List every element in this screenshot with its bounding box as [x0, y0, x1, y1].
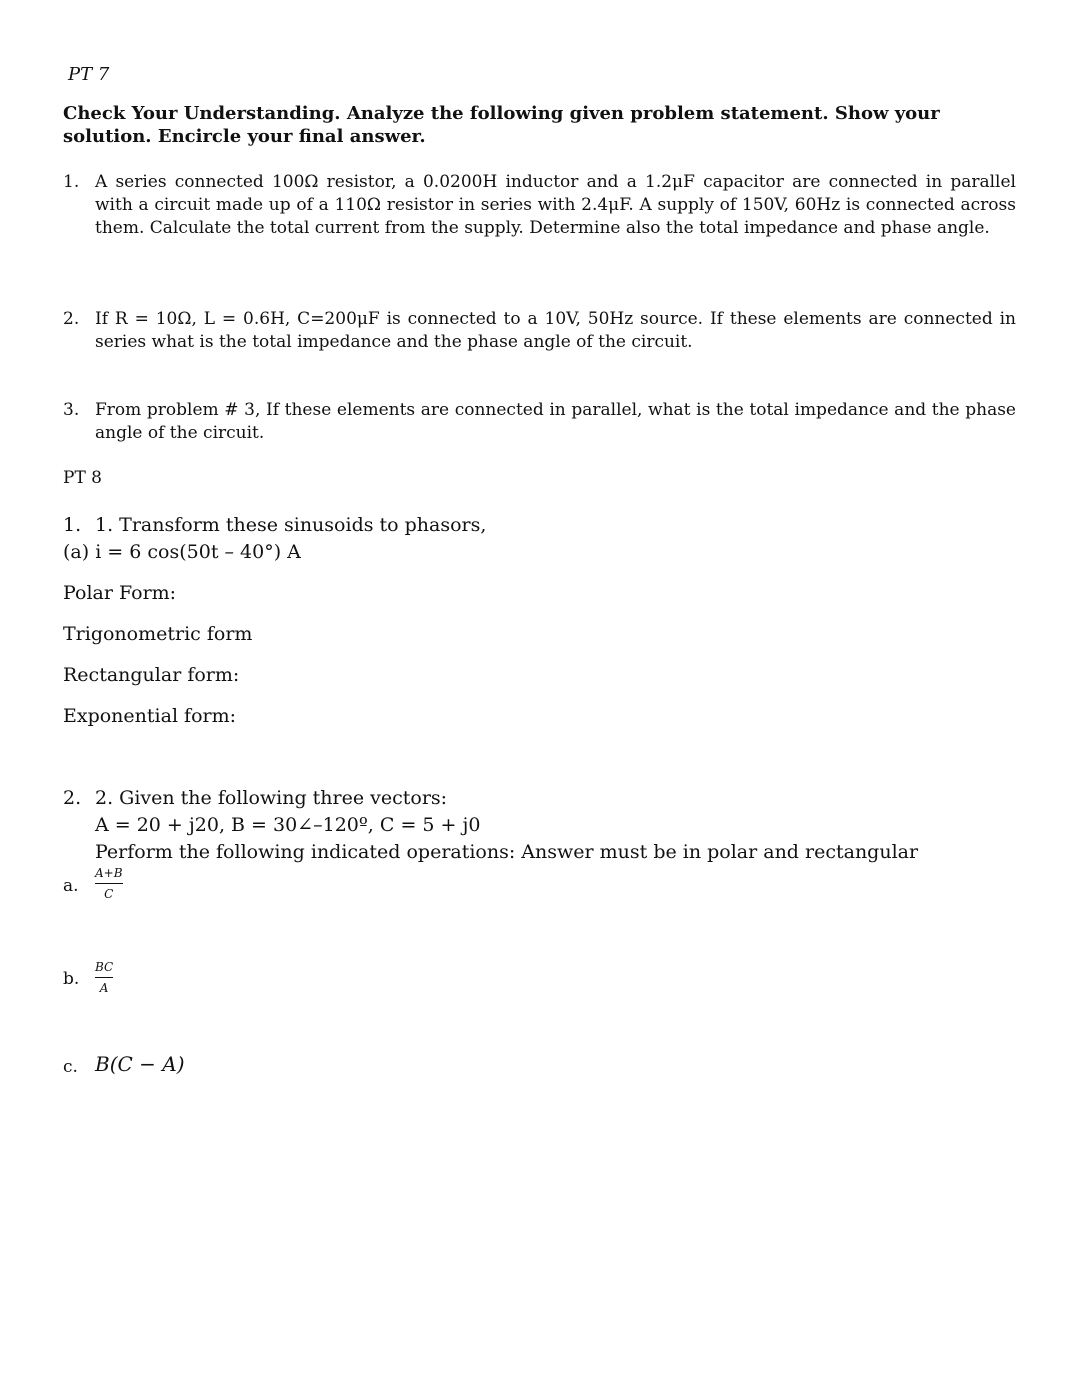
problem-2-text: If R = 10Ω, L = 0.6H, C=200μF is connected to a 10V, 50Hz source. If these elements are connected in series what is the total impedance and the phase angle of the circuit. — [95, 309, 1016, 352]
pt7-instructions: Check Your Understanding. Analyze the following given problem statement. Show your solution. Encircle your final answer. — [63, 103, 940, 147]
q2-number: 2. — [63, 787, 82, 809]
fraction-a-bar — [95, 883, 123, 884]
pt7-title: PT 7 — [68, 64, 110, 85]
q1-number: 1. — [63, 514, 82, 536]
q1-part-a: (a) i = 6 cos(50t – 40°) A — [63, 541, 301, 563]
polar-form-label: Polar Form: — [63, 582, 177, 604]
problem-3-number: 3. — [63, 400, 80, 420]
part-a-label: a. — [63, 876, 79, 896]
part-c-expression: B(C − A) — [95, 1052, 185, 1076]
part-b-label: b. — [63, 969, 80, 989]
part-c-label: c. — [63, 1057, 78, 1077]
fraction-a-numerator: A+B — [95, 866, 123, 880]
fraction-b-bar — [95, 977, 113, 978]
exponential-form-label: Exponential form: — [63, 705, 237, 727]
q2-heading: 2. Given the following three vectors: — [95, 787, 448, 809]
fraction-a — [95, 866, 123, 901]
rectangular-form-label: Rectangular form: — [63, 664, 240, 686]
q1-heading: 1. Transform these sinusoids to phasors, — [95, 514, 487, 536]
problem-2-number: 2. — [63, 309, 80, 329]
problem-3-text: From problem # 3, If these elements are connected in parallel, what is the total impedance and the phase angle of the circuit. — [95, 400, 1016, 443]
q2-instruction: Perform the following indicated operations: Answer must be in polar and rectangular — [95, 841, 919, 863]
q2-vectors: A = 20 + j20, B = 30∠–120º, C = 5 + j0 — [95, 814, 481, 836]
fraction-b-numerator: BC — [95, 960, 114, 974]
trigonometric-form-label: Trigonometric form — [63, 623, 253, 645]
fraction-a-denominator: C — [104, 887, 114, 901]
problem-1-number: 1. — [63, 172, 80, 192]
problem-1-text: A series connected 100Ω resistor, a 0.0200H inductor and a 1.2μF capacitor are connected in parallel with a circuit made up of a 110Ω resistor in series with 2.4μF. A supply of 150V, 60Hz is connected across them. Calculate the total current from the supply. Determine also the total impedance and phase angle. — [95, 172, 1016, 238]
fraction-b-denominator: A — [99, 981, 109, 995]
fraction-b — [95, 960, 113, 995]
pt8-title: PT 8 — [63, 468, 102, 488]
